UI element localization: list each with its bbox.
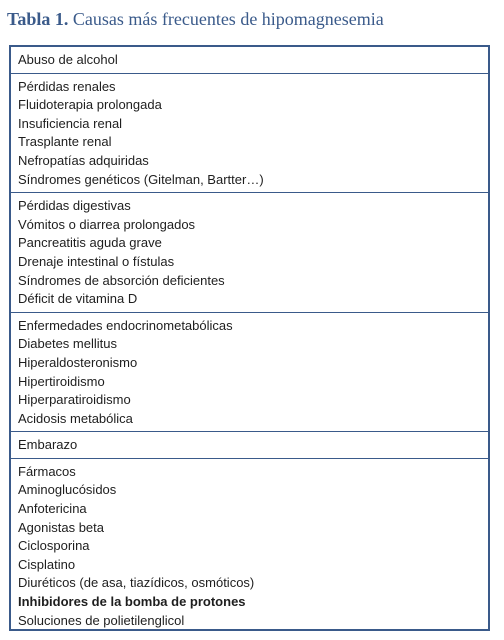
table-row: Drenaje intestinal o fístulas	[18, 253, 175, 269]
table-row: Nefropatías adquiridas	[18, 152, 149, 168]
table-row: Diuréticos (de asa, tiazídicos, osmóticos)	[18, 575, 255, 591]
table-group	[11, 193, 488, 313]
table-row: Aminoglucósidos	[18, 482, 117, 498]
table-row: Ciclosporina	[18, 538, 90, 554]
table-row: Anfotericina	[18, 501, 87, 517]
table-group	[11, 313, 488, 433]
table-group-header: Fármacos	[18, 463, 76, 479]
table-caption-label: Tabla 1.	[7, 9, 69, 29]
table-group	[11, 432, 488, 459]
table-group-header: Embarazo	[18, 437, 78, 453]
table-group-header: Abuso de alcohol	[18, 52, 118, 67]
table-row: Inhibidores de la bomba de protones	[18, 594, 246, 610]
table-group	[11, 459, 488, 633]
table-row: Síndromes genéticos (Gitelman, Bartter…)	[18, 171, 264, 187]
table-row: Síndromes de absorción deficientes	[18, 272, 225, 288]
table-row: Fluidoterapia prolongada	[18, 97, 162, 113]
table-row: Vómitos o diarrea prolongados	[18, 216, 196, 232]
table-row: Agonistas beta	[18, 519, 105, 535]
table-row: Trasplante renal	[18, 134, 112, 150]
table-row: Acidosis metabólica	[18, 410, 133, 426]
table-group	[11, 47, 488, 74]
table-row: Déficit de vitamina D	[18, 291, 138, 307]
table-group-header: Enfermedades endocrinometabólicas	[18, 317, 233, 333]
causes-table	[9, 45, 490, 631]
table-group-header: Pérdidas digestivas	[18, 198, 131, 214]
table-group-header: Pérdidas renales	[18, 78, 116, 94]
table-row: Hiperparatiroidismo	[18, 392, 131, 408]
table-row: Soluciones de polietilenglicol	[18, 612, 185, 628]
table-caption-title: Causas más frecuentes de hipomagnesemia	[72, 9, 384, 29]
table-row: Pancreatitis aguda grave	[18, 235, 162, 251]
table-row: Cisplatino	[18, 556, 76, 572]
table-caption	[7, 9, 384, 30]
table-row: Diabetes mellitus	[18, 336, 117, 352]
table-row: Insuficiencia renal	[18, 115, 123, 131]
table-row: Hipertiroidismo	[18, 373, 105, 389]
table-group	[11, 74, 488, 194]
table-row: Hiperaldosteronismo	[18, 354, 138, 370]
